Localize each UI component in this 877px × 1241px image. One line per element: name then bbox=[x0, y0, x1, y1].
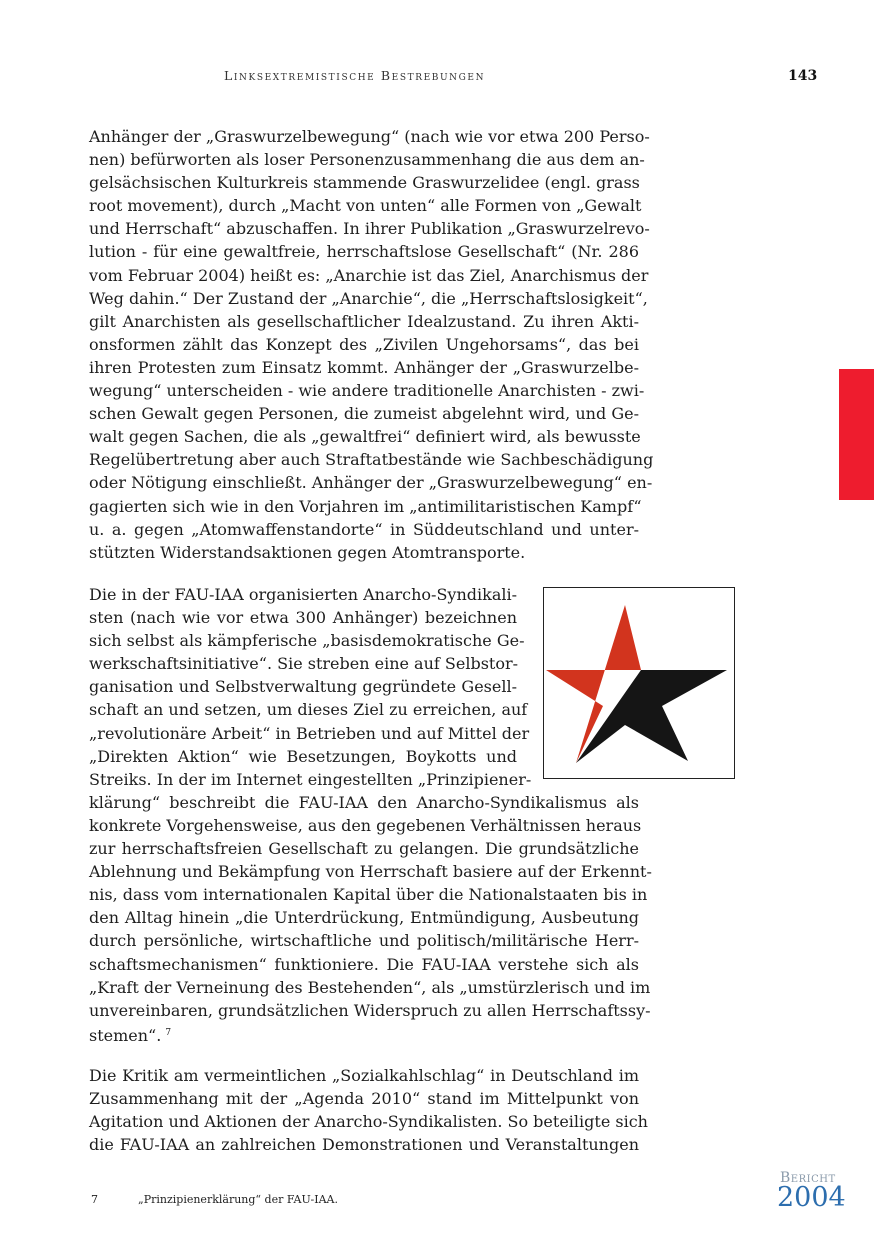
footnote-number: 7 bbox=[91, 1193, 98, 1206]
text-line-content: stemen“. bbox=[89, 1025, 162, 1045]
paragraph-agenda-2010 bbox=[89, 1064, 648, 1156]
report-year: 2004 bbox=[777, 1182, 846, 1213]
text-line: die FAU-IAA an zahlreichen Demonstrationen und Veranstaltungen bbox=[89, 1135, 639, 1155]
text-line-last bbox=[89, 1022, 639, 1047]
text-line: „Direkten Aktion“ wie Besetzungen, Boykotts und bbox=[89, 746, 517, 766]
text-line: gilt Anarchisten als gesellschaftlicher Idealzustand. Zu ihren Akti- bbox=[89, 311, 639, 331]
text-line: konkrete Vorgehensweise, aus den gegebenen Verhältnissen heraus bbox=[89, 815, 642, 835]
text-line: schaftsmechanismen“ funktioniere. Die FAU-IAA verstehe sich als bbox=[89, 954, 639, 974]
text-line: nis, dass vom internationalen Kapital über die Nationalstaaten bis in bbox=[89, 885, 648, 905]
text-line: Die in der FAU-IAA organisierten Anarcho-Syndikali- bbox=[89, 585, 517, 604]
text-line: Regelübertretung aber auch Straftatbestände wie Sachbeschädigung bbox=[89, 450, 654, 470]
text-line: nen) befürworten als loser Personenzusammenhang die aus dem an- bbox=[89, 150, 645, 170]
text-line: onsformen zählt das Konzept des „Zivilen Ungehorsams“, das bei bbox=[89, 334, 639, 354]
text-line: „Kraft der Verneinung des Bestehenden“, als „umstürzlerisch und im bbox=[89, 977, 651, 997]
text-line: Ablehnung und Bekämpfung von Herrschaft basiere auf der Erkennt- bbox=[89, 862, 652, 882]
text-line: Agitation und Aktionen der Anarcho-Syndikalisten. So beteiligte sich bbox=[89, 1112, 648, 1132]
text-line: Zusammenhang mit der „Agenda 2010“ stand im Mittelpunkt von bbox=[89, 1089, 639, 1109]
text-line: zur herrschaftsfreien Gesellschaft zu gelangen. Die grundsätzliche bbox=[89, 839, 639, 859]
text-line: ihren Protesten zum Einsatz kommt. Anhänger der „Graswurzelbe- bbox=[89, 357, 639, 377]
text-line: root movement), durch „Macht von unten“ alle Formen von „Gewalt bbox=[89, 196, 642, 216]
footnote-text: „Prinzipienerklärung“ der FAU-IAA. bbox=[138, 1193, 338, 1206]
text-line: und Herrschaft“ abzuschaffen. In ihrer Publikation „Graswurzelrevo- bbox=[89, 219, 650, 239]
text-line: vom Februar 2004) heißt es: „Anarchie ist das Ziel, Anarchismus der bbox=[89, 265, 649, 285]
text-line: u. a. gegen „Atomwaffenstandorte“ in Süddeutschland und unter- bbox=[89, 519, 639, 539]
report-label: Bericht bbox=[780, 1170, 836, 1186]
text-line: Streiks. In der im Internet eingestellten „Prinzipiener- bbox=[89, 769, 532, 789]
text-line: sten (nach wie vor etwa 300 Anhänger) bezeichnen bbox=[89, 608, 517, 628]
text-line: klärung“ beschreibt die FAU-IAA den Anarcho-Syndikalismus als bbox=[89, 792, 639, 812]
text-line: sich selbst als kämpferische „basisdemokratische Ge- bbox=[89, 631, 525, 651]
paragraph-fau-iaa bbox=[89, 583, 652, 1047]
text-line: oder Nötigung einschließt. Anhänger der „Graswurzelbewegung“ en- bbox=[89, 473, 653, 493]
text-line: den Alltag hinein „die Unterdrückung, Entmündigung, Ausbeutung bbox=[89, 908, 639, 928]
text-line: gagierten sich wie in den Vorjahren im „antimilitaristischen Kampf“ bbox=[89, 496, 642, 516]
text-line: schen Gewalt gegen Personen, die zumeist abgelehnt wird, und Ge- bbox=[89, 404, 639, 424]
text-line: unvereinbaren, grundsätzlichen Widerspruch zu allen Herrschaftssy- bbox=[89, 1000, 651, 1020]
text-line: „revolutionäre Arbeit“ in Betrieben und auf Mittel der bbox=[89, 723, 530, 743]
footnote-reference: 7 bbox=[165, 1027, 172, 1038]
text-line: durch persönliche, wirtschaftliche und politisch/militärische Herr- bbox=[89, 931, 639, 951]
text-line: gelsächsischen Kulturkreis stammende Graswurzelidee (engl. grass bbox=[89, 173, 640, 193]
text-line: Anhänger der „Graswurzelbewegung“ (nach wie vor etwa 200 Perso- bbox=[89, 127, 650, 146]
text-line: stützten Widerstandsaktionen gegen Atomtransporte. bbox=[89, 542, 526, 562]
page-number: 143 bbox=[788, 68, 818, 84]
section-tab-marker bbox=[839, 369, 874, 500]
text-line: schaft an und setzen, um dieses Ziel zu erreichen, auf bbox=[89, 700, 528, 720]
running-header-title: Linksextremistische Bestrebungen bbox=[224, 68, 486, 83]
paragraph-graswurzelbewegung bbox=[89, 125, 654, 564]
text-line: ganisation und Selbstverwaltung gegründete Gesell- bbox=[89, 677, 517, 697]
text-line: lution - für eine gewaltfreie, herrschaftslose Gesellschaft“ (Nr. 286 bbox=[89, 242, 639, 262]
text-line: wegung“ unterscheiden - wie andere traditionelle Anarchisten - zwi- bbox=[89, 381, 645, 401]
text-line: werkschaftsinitiative“. Sie streben eine auf Selbstor- bbox=[89, 654, 519, 674]
text-line: walt gegen Sachen, die als „gewaltfrei“ definiert wird, als bewusste bbox=[89, 427, 641, 447]
text-line: Weg dahin.“ Der Zustand der „Anarchie“, die „Herrschaftslosigkeit“, bbox=[89, 288, 648, 308]
text-line: Die Kritik am vermeintlichen „Sozialkahlschlag“ in Deutschland im bbox=[89, 1066, 639, 1085]
